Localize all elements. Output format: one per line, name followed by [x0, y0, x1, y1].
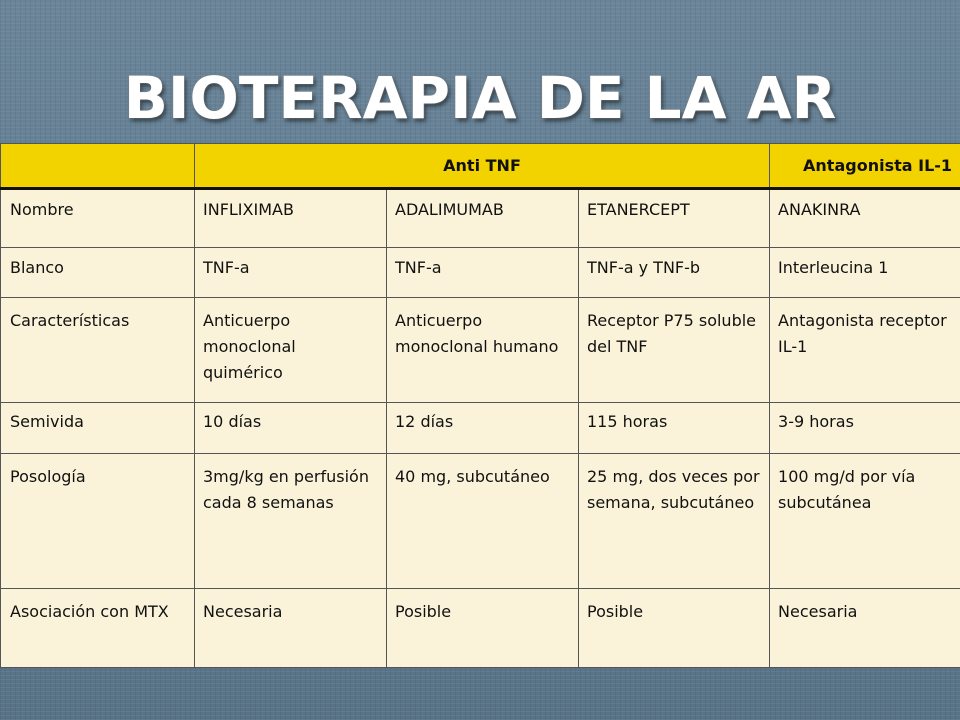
table-cell: 115 horas [579, 403, 770, 454]
header-blank-cell [1, 144, 195, 189]
slide-title: BIOTERAPIA DE LA AR [123, 64, 837, 132]
table-cell: Necesaria [770, 589, 960, 668]
table-cell: Anticuerpo monoclonal humano [387, 298, 579, 403]
table-cell: TNF-a [195, 248, 387, 298]
header-antagonista-il1: Antagonista IL-1 [770, 144, 960, 189]
row-label: Semivida [1, 403, 195, 454]
row-label: Asociación con MTX [1, 589, 195, 668]
table-row [1, 298, 960, 403]
table-cell: Posible [579, 589, 770, 668]
table-cell: 100 mg/d por vía subcutánea [770, 454, 960, 589]
table-cell: Posible [387, 589, 579, 668]
table-cell: ADALIMUMAB [387, 189, 579, 248]
table-cell: ETANERCEPT [579, 189, 770, 248]
table-row [1, 589, 960, 668]
table-cell: Necesaria [195, 589, 387, 668]
table-cell: 12 días [387, 403, 579, 454]
table-row [1, 454, 960, 589]
header-anti-tnf: Anti TNF [195, 144, 770, 189]
table-cell: TNF-a [387, 248, 579, 298]
table-cell: 3-9 horas [770, 403, 960, 454]
row-label: Características [1, 298, 195, 403]
table-cell: INFLIXIMAB [195, 189, 387, 248]
table-cell: ANAKINRA [770, 189, 960, 248]
table-row [1, 403, 960, 454]
table-cell: Antagonista receptor IL-1 [770, 298, 960, 403]
bioterapia-table-container [0, 143, 960, 668]
row-label: Nombre [1, 189, 195, 248]
table-cell: 25 mg, dos veces por semana, subcutáneo [579, 454, 770, 589]
table-cell: Receptor P75 soluble del TNF [579, 298, 770, 403]
table-row [1, 248, 960, 298]
table-cell: TNF-a y TNF-b [579, 248, 770, 298]
table-row [1, 189, 960, 248]
row-label: Posología [1, 454, 195, 589]
table-cell: 3mg/kg en perfusión cada 8 semanas [195, 454, 387, 589]
table-cell: 10 días [195, 403, 387, 454]
table-cell: 40 mg, subcutáneo [387, 454, 579, 589]
table-header-row [1, 144, 960, 189]
table-cell: Anticuerpo monoclonal quimérico [195, 298, 387, 403]
row-label: Blanco [1, 248, 195, 298]
table-cell: Interleucina 1 [770, 248, 960, 298]
bioterapia-table [0, 143, 960, 668]
